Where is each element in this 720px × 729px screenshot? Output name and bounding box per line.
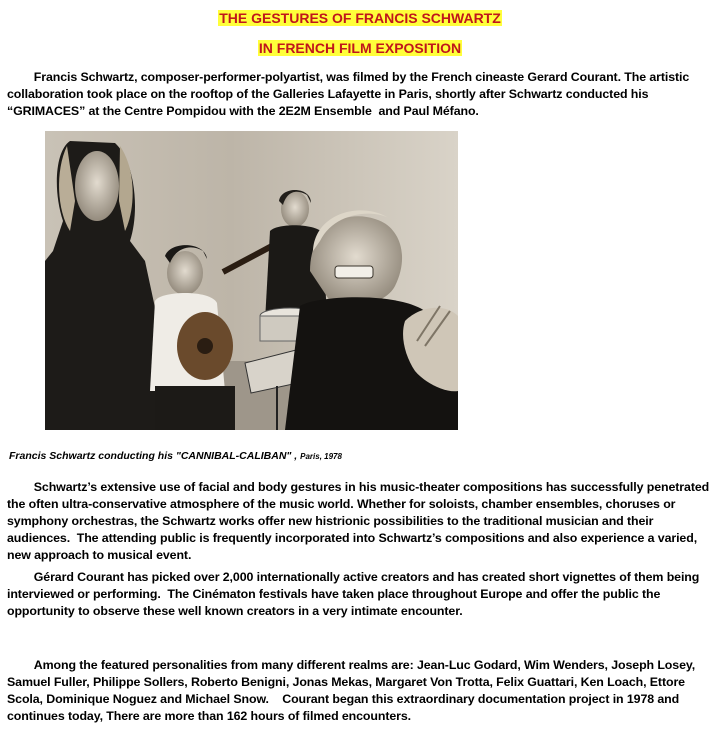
photo-caption [9, 449, 342, 464]
title-line1-text: THE GESTURES OF FRANCIS SCHWARTZ [219, 10, 501, 26]
intro-paragraph: Francis Schwartz, composer-performer-polyartist, was filmed by the French cineaste Gerard Courant. The artistic collaboration took place on the rooftop of the Galleries Lafayette in Paris, shortly after Schwartz conducted his “GRIMACES” at the Centre Pompidou with the 2E2M Ensemble and Paul Méfano. [7, 70, 693, 118]
title-line2-text: IN FRENCH FILM EXPOSITION [258, 40, 462, 56]
gestures-paragraph: Schwartz’s extensive use of facial and body gestures in his music-theater compositions has successfully penetrated the often ultra-conservative atmosphere of the music world. Whether for soloists, chamber ensembles, choruses or symphony orchestras, the Schwartz works offer new histrionic possibilities to the traditional musician and their audiences. The attending public is frequently incorporated into Schwartz’s compositions and also experience a varied, new approach to musical event. [7, 480, 713, 562]
caption-main-text: Francis Schwartz conducting his "CANNIBAL-CALIBAN" , [9, 450, 301, 462]
courant-paragraph: Gérard Courant has picked over 2,000 internationally active creators and has created short vignettes of them being interviewed or performing. The Cinématon festivals have taken place throughout Europe and offer the public the opportunity to observe these well known creators in a very intimate encounter. [7, 570, 703, 618]
document-title-line2 [0, 40, 720, 57]
personalities-paragraph: Among the featured personalities from many different realms are: Jean-Luc Godard, Wim Wenders, Joseph Losey, Samuel Fuller, Philippe Sollers, Roberto Benigni, Jonas Mekas, Margaret Von Trotta, Felix Guattari, Ken Loach, Ettore Scola, Dominique Noguez and Michael Snow. Courant began this extraordinary documentation project in 1978 and continues today, There are more than 162 hours of filmed encounters. [7, 658, 699, 723]
document-title-line1 [0, 10, 720, 27]
performance-photo [45, 131, 458, 430]
caption-place-date: Paris, 1978 [300, 452, 342, 461]
